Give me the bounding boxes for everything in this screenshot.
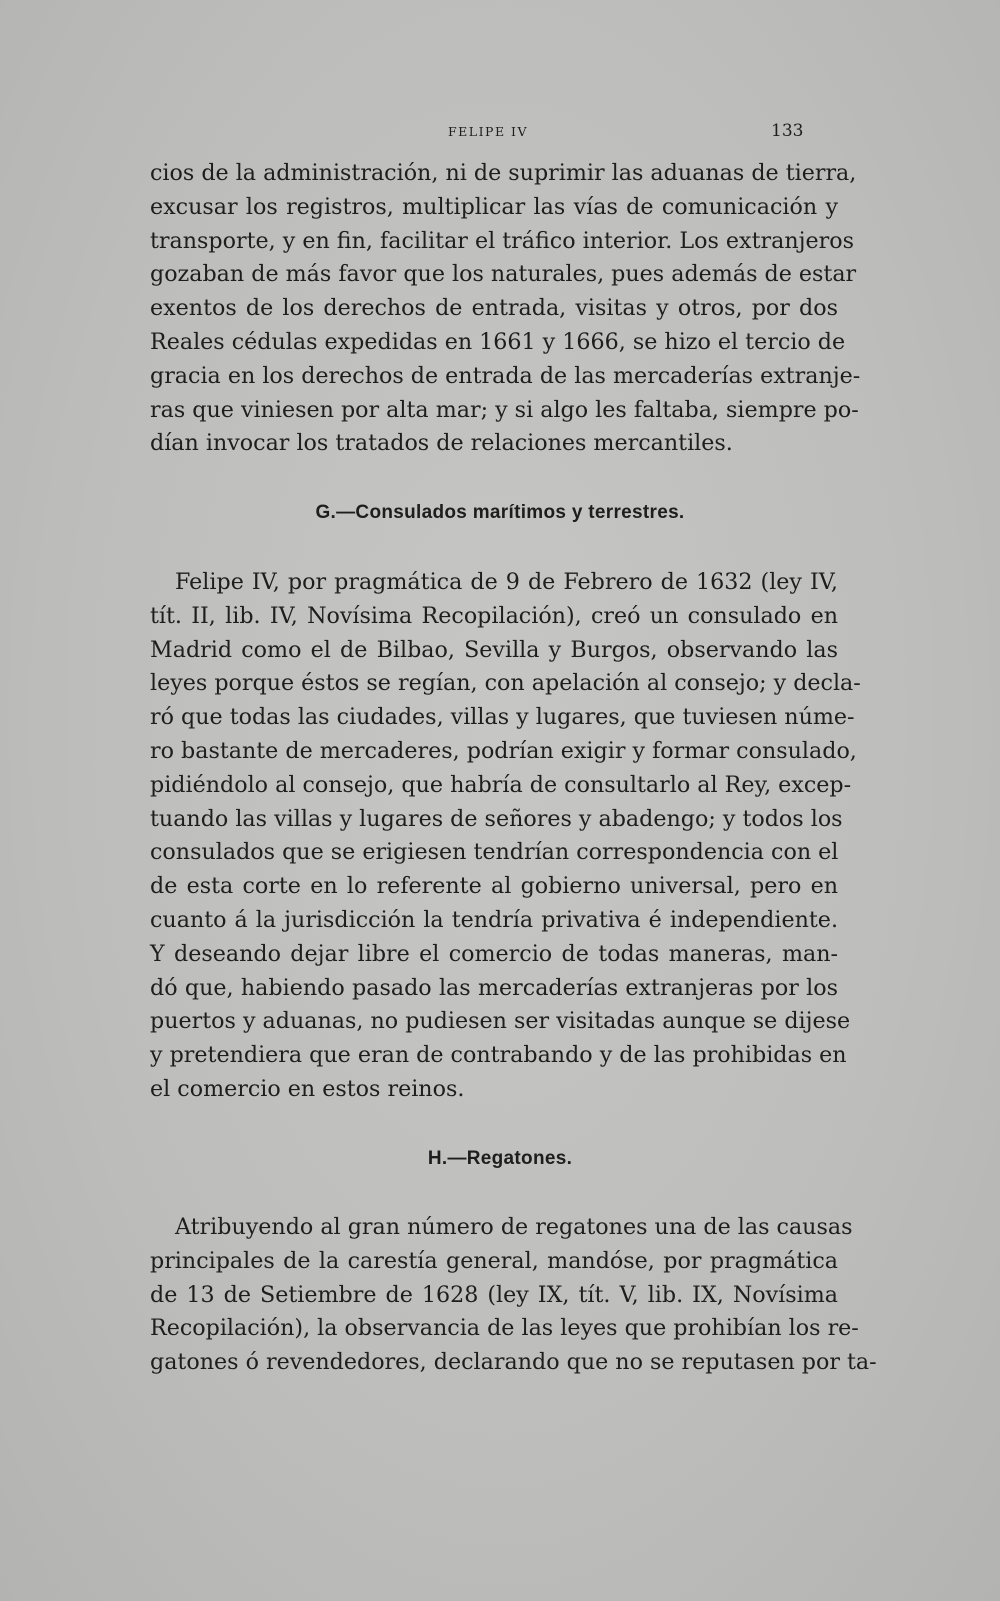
- paragraph-administration: [150, 157, 861, 461]
- text-line: transporte, y en fin, facilitar el tráfico interior. Los extranjeros: [150, 227, 854, 254]
- text-line: exentos de los derechos de entrada, visitas y otros, por dos: [150, 295, 838, 322]
- text-line: gracia en los derechos de entrada de las mercaderías extranje-: [150, 362, 861, 389]
- text-line: cios de la administración, ni de suprimir las aduanas de tierra,: [150, 160, 857, 186]
- text-line: principales de la carestía general, mandóse, por pragmática: [150, 1247, 838, 1274]
- text-line: tít. II, lib. IV, Novísima Recopilación), creó un consulado en: [150, 602, 838, 629]
- text-line: de esta corte en lo referente al gobierno universal, pero en: [150, 873, 838, 900]
- text-line: Atribuyendo al gran número de regatones una de las causas: [175, 1214, 853, 1240]
- text-line: consulados que se erigiesen tendrían correspondencia con el: [150, 839, 839, 866]
- text-line: gatones ó revendedores, declarando que no se reputasen por ta-: [150, 1349, 877, 1376]
- text-line: tuando las villas y lugares de señores y abadengo; y todos los: [150, 805, 843, 832]
- text-line: el comercio en estos reinos.: [150, 1075, 465, 1102]
- section-heading-regatones: H.—Regatones.: [427, 1148, 573, 1169]
- text-line: pidiéndolo al consejo, que habría de consultarlo al Rey, excep-: [150, 771, 852, 798]
- section-heading-consulados: G.—Consulados marítimos y terrestres.: [315, 502, 685, 523]
- text-line: dían invocar los tratados de relaciones mercantiles.: [150, 430, 733, 457]
- paragraph-consulados: [150, 566, 861, 1107]
- text-line: Y deseando dejar libre el comercio de todas maneras, man-: [150, 940, 838, 967]
- text-line: ro bastante de mercaderes, podrían exigir y formar consulado,: [150, 737, 857, 764]
- running-head: [0, 121, 1000, 144]
- text-line: Madrid como el de Bilbao, Sevilla y Burgos, observando las: [150, 636, 838, 663]
- page-number: 133: [771, 121, 804, 141]
- text-line: Felipe IV, por pragmática de 9 de Febrero de 1632 (ley IV,: [175, 569, 838, 595]
- text-line: dó que, habiendo pasado las mercaderías extranjeras por los: [150, 974, 838, 1001]
- text-line: Recopilación), la observancia de las leyes que prohibían los re-: [150, 1315, 859, 1342]
- text-line: de 13 de Setiembre de 1628 (ley IX, tít. V, lib. IX, Novísima: [150, 1281, 838, 1308]
- text-line: ras que viniesen por alta mar; y si algo les faltaba, siempre po-: [150, 396, 859, 423]
- text-line: gozaban de más favor que los naturales, pues además de estar: [150, 261, 857, 288]
- running-title: FELIPE IV: [448, 124, 529, 139]
- text-line: excusar los registros, multiplicar las vías de comunicación y: [150, 193, 838, 220]
- text-line: puertos y aduanas, no pudiesen ser visitadas aunque se dijese: [150, 1008, 851, 1035]
- text-line: y pretendiera que eran de contrabando y de las prohibidas en: [150, 1042, 847, 1069]
- text-line: cuanto á la jurisdicción la tendría privativa é independiente.: [150, 906, 838, 933]
- text-line: Reales cédulas expedidas en 1661 y 1666, se hizo el tercio de: [150, 328, 846, 355]
- text-line: ró que todas las ciudades, villas y lugares, que tuviesen núme-: [150, 704, 855, 731]
- text-line: leyes porque éstos se regían, con apelación al consejo; y decla-: [150, 670, 861, 697]
- paragraph-regatones: [150, 1211, 877, 1380]
